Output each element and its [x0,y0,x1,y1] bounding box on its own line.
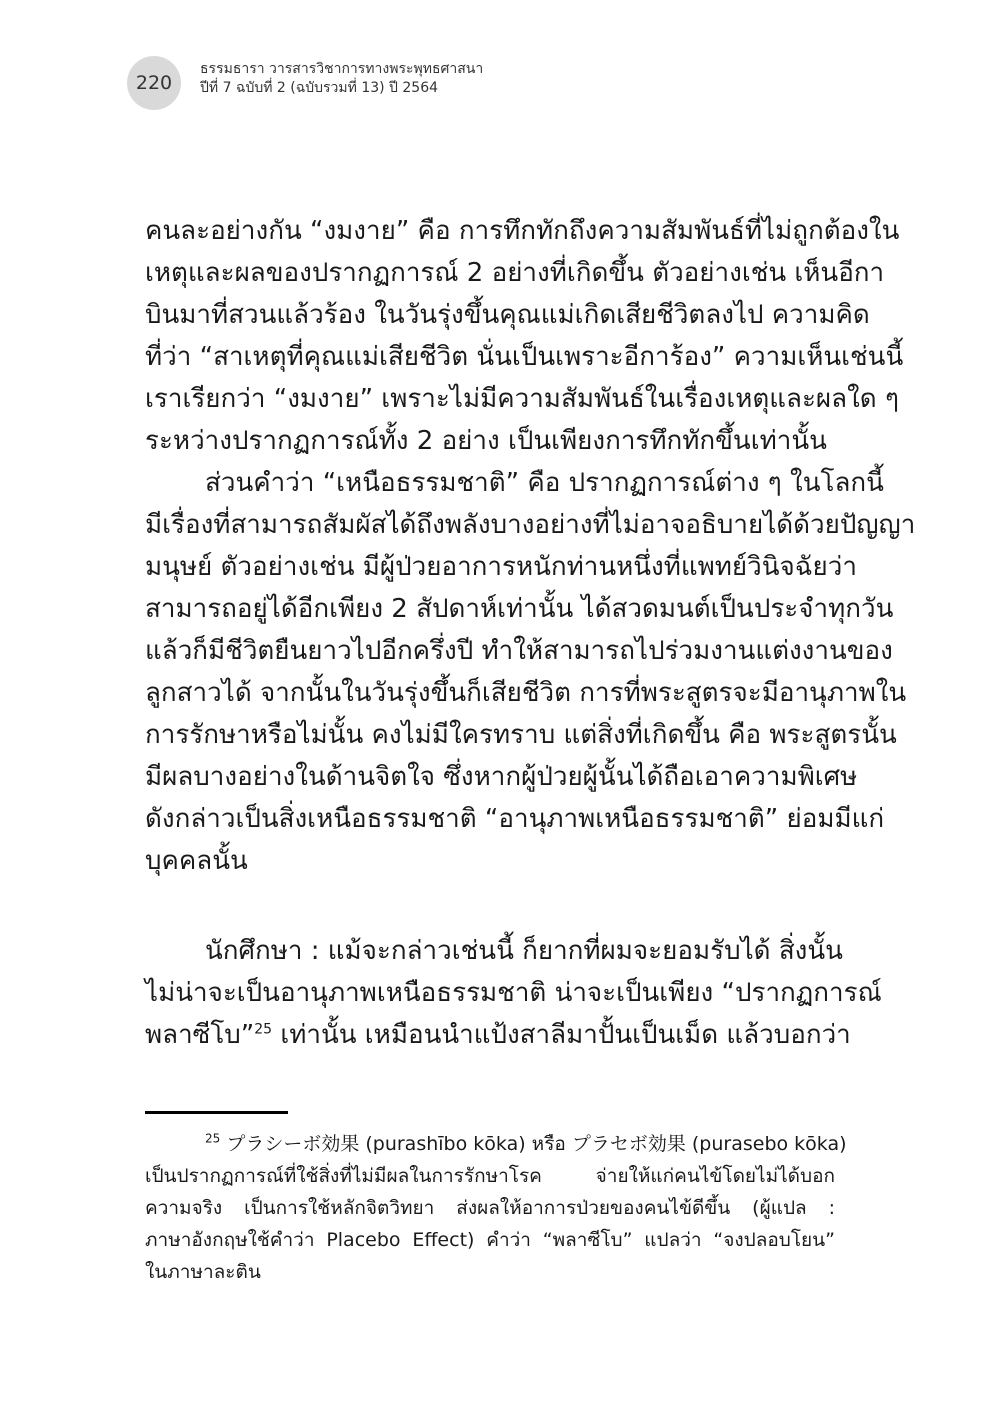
text-line: เราเรียกว่า “งมงาย” เพราะไม่มีความสัมพันธ์ในเรื่องเหตุและผลใด ๆ [145,384,899,414]
paragraph-1 [145,210,904,462]
text-line: สามารถอยู่ได้อีกเพียง 2 สัปดาห์เท่านั้น ได้สวดมนต์เป็นประจำทุกวัน [145,594,894,624]
footnote-line: ความจริง เป็นการใช้หลักจิตวิทยา ส่งผลให้อาการป่วยของคนไข้ดีขึ้น (ผู้แปล : [145,1197,835,1219]
footnote-separator [145,1111,288,1114]
footnote-number: 25 [205,1131,221,1146]
text-line: เหตุและผลของปรากฏการณ์ 2 อย่างที่เกิดขึ้น ตัวอย่างเช่น เห็นอีกา [145,258,885,288]
footnote-text: プラシーボ効果 (purashībo kōka) หรือ プラセボ効果 (purasebo kōka) [220,1133,847,1155]
journal-info [200,60,483,98]
text-line: บุคคลนั้น [145,846,248,876]
text-line: บินมาที่สวนแล้วร้อง ในวันรุ่งขึ้นคุณแม่เกิดเสียชีวิตลงไป ความคิด [145,300,870,330]
placebo-term: พลาซีโบ” [145,1020,255,1050]
text-line: การรักษาหรือไม่นั้น คงไม่มีใครทราบ แต่สิ่งที่เกิดขึ้น คือ พระสูตรนั้น [145,720,897,750]
text-line: มีผลบางอย่างในด้านจิตใจ ซึ่งหากผู้ป่วยผู้นั้นได้ถือเอาความพิเศษ [145,762,858,792]
text-line: ที่ว่า “สาเหตุที่คุณแม่เสียชีวิต นั่นเป็นเพราะอีการ้อง” ความเห็นเช่นนี้ [145,342,904,372]
journal-title: ธรรมธารา วารสารวิชาการทางพระพุทธศาสนา [200,61,484,77]
text-line: นักศึกษา : แม้จะกล่าวเช่นนี้ ก็ยากที่ผมจะยอมรับได้ สิ่งนั้น [205,936,843,966]
text-line: ลูกสาวได้ จากนั้นในวันรุ่งขึ้นก็เสียชีวิต การที่พระสูตรจะมีอานุภาพใน [145,678,907,708]
page-number-badge: 220 [127,56,181,110]
footnote-25 [145,1128,847,1288]
paragraph-3 [145,930,882,1056]
text-span: เท่านั้น เหมือนนำแป้งสาลีมาปั้นเป็นเม็ด แล้วบอกว่า [272,1020,851,1050]
paragraph-2 [145,462,916,882]
main-text [145,210,916,1056]
issue-info: ปีที่ 7 ฉบับที่ 2 (ฉบับรวมที่ 13) ปี 2564 [200,80,439,96]
footnote-ref-25[interactable]: 25 [254,1021,273,1038]
footnote-line: เป็นปรากฏการณ์ที่ใช้สิ่งที่ไม่มีผลในการรักษาโรค จ่ายให้แก่คนไข้โดยไม่ได้บอก [145,1165,835,1187]
text-line: มีเรื่องที่สามารถสัมผัสได้ถึงพลังบางอย่างที่ไม่อาจอธิบายได้ด้วยปัญญา [145,510,916,540]
footnote-line: ภาษาอังกฤษใช้คำว่า Placebo Effect) คำว่า “พลาซีโบ” แปลว่า “จงปลอบโยน” [145,1229,835,1251]
footnote-line [145,1128,847,1160]
text-line: มนุษย์ ตัวอย่างเช่น มีผู้ป่วยอาการหนักท่านหนึ่งที่แพทย์วินิจฉัยว่า [145,552,857,582]
text-line: แล้วก็มีชีวิตยืนยาวไปอีกครึ่งปี ทำให้สามารถไปร่วมงานแต่งงานของ [145,636,893,666]
text-line: ระหว่างปรากฏการณ์ทั้ง 2 อย่าง เป็นเพียงการทึกทักขึ้นเท่านั้น [145,426,827,456]
text-line: ส่วนคำว่า “เหนือธรรมชาติ” คือ ปรากฏการณ์ต่าง ๆ ในโลกนี้ [205,468,884,498]
running-header [127,52,627,112]
text-line [145,1014,851,1056]
text-line: ไม่น่าจะเป็นอานุภาพเหนือธรรมชาติ น่าจะเป็นเพียง “ปรากฏการณ์ [145,978,882,1008]
text-line: ดังกล่าวเป็นสิ่งเหนือธรรมชาติ “อานุภาพเหนือธรรมชาติ” ย่อมมีแก่ [145,804,885,834]
text-line: คนละอย่างกัน “งมงาย” คือ การทึกทักถึงความสัมพันธ์ที่ไม่ถูกต้องใน [145,216,900,246]
footnote-line: ในภาษาละติน [145,1261,261,1283]
paragraph-gap [145,882,835,930]
